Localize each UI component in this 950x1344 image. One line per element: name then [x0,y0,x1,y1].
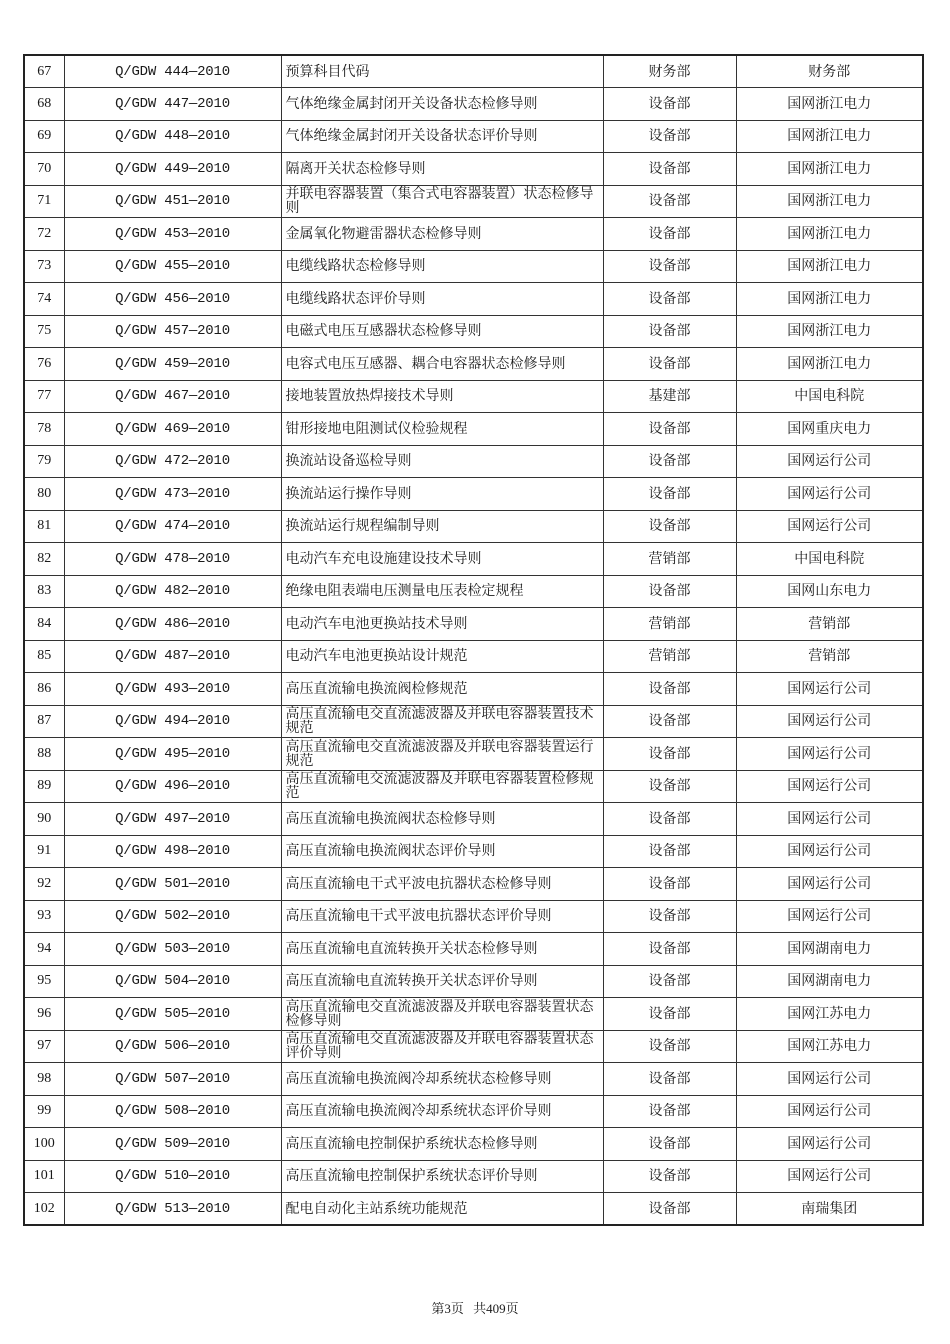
standard-code-cell: Q/GDW 472—2010 [64,445,281,478]
standard-code-cell: Q/GDW 509—2010 [64,1128,281,1161]
responsible-department-cell: 设备部 [603,413,736,446]
responsible-department-cell: 设备部 [603,1095,736,1128]
drafting-unit-cell: 国网运行公司 [736,1095,923,1128]
row-number-cell: 96 [24,998,64,1031]
row-number-cell: 73 [24,250,64,283]
row-number-cell: 67 [24,55,64,88]
standard-code-cell: Q/GDW 504—2010 [64,965,281,998]
drafting-unit-cell: 财务部 [736,55,923,88]
drafting-unit-cell: 国网运行公司 [736,770,923,803]
row-number-cell: 89 [24,770,64,803]
row-number-cell: 102 [24,1193,64,1226]
drafting-unit-cell: 国网运行公司 [736,705,923,738]
standard-name-cell: 高压直流输电换流阀状态评价导则 [281,835,603,868]
responsible-department-cell: 营销部 [603,543,736,576]
drafting-unit-cell: 国网江苏电力 [736,1030,923,1063]
standard-code-cell: Q/GDW 453—2010 [64,218,281,251]
standard-name-cell: 电缆线路状态评价导则 [281,283,603,316]
table-row [24,315,923,348]
responsible-department-cell: 设备部 [603,88,736,121]
table-row [24,933,923,966]
standard-name-cell: 配电自动化主站系统功能规范 [281,1193,603,1226]
standard-code-cell: Q/GDW 513—2010 [64,1193,281,1226]
row-number-cell: 83 [24,575,64,608]
standard-code-cell: Q/GDW 503—2010 [64,933,281,966]
standard-name-cell: 接地装置放热焊接技术导则 [281,380,603,413]
drafting-unit-cell: 国网运行公司 [736,738,923,771]
standard-name-cell: 高压直流输电换流阀冷却系统状态评价导则 [281,1095,603,1128]
responsible-department-cell: 设备部 [603,868,736,901]
table-row [24,705,923,738]
table-row [24,738,923,771]
standard-name-cell: 高压直流输电直流转换开关状态评价导则 [281,965,603,998]
responsible-department-cell: 设备部 [603,1193,736,1226]
drafting-unit-cell: 国网运行公司 [736,803,923,836]
drafting-unit-cell: 国网重庆电力 [736,413,923,446]
table-row [24,348,923,381]
standard-name-cell: 高压直流输电干式平波电抗器状态检修导则 [281,868,603,901]
table-row [24,55,923,88]
standard-code-cell: Q/GDW 469—2010 [64,413,281,446]
table-row [24,998,923,1031]
drafting-unit-cell: 营销部 [736,640,923,673]
standard-name-cell: 高压直流输电交直流滤波器及并联电容器装置状态检修导则 [281,998,603,1031]
row-number-cell: 72 [24,218,64,251]
row-number-cell: 93 [24,900,64,933]
standard-code-cell: Q/GDW 449—2010 [64,153,281,186]
standard-code-cell: Q/GDW 506—2010 [64,1030,281,1063]
drafting-unit-cell: 国网浙江电力 [736,120,923,153]
standard-name-cell: 高压直流输电换流阀冷却系统状态检修导则 [281,1063,603,1096]
table-row [24,965,923,998]
standard-name-cell: 高压直流输电交流滤波器及并联电容器装置检修规范 [281,770,603,803]
drafting-unit-cell: 国网浙江电力 [736,218,923,251]
responsible-department-cell: 设备部 [603,835,736,868]
table-row [24,153,923,186]
standard-code-cell: Q/GDW 467—2010 [64,380,281,413]
page-footer [0,1298,950,1317]
standard-name-cell: 气体绝缘金属封闭开关设备状态评价导则 [281,120,603,153]
drafting-unit-cell: 国网浙江电力 [736,88,923,121]
responsible-department-cell: 设备部 [603,478,736,511]
standard-code-cell: Q/GDW 482—2010 [64,575,281,608]
responsible-department-cell: 设备部 [603,283,736,316]
row-number-cell: 100 [24,1128,64,1161]
responsible-department-cell: 营销部 [603,608,736,641]
standard-name-cell: 并联电容器装置（集合式电容器装置）状态检修导则 [281,185,603,218]
drafting-unit-cell: 国网运行公司 [736,1063,923,1096]
row-number-cell: 99 [24,1095,64,1128]
responsible-department-cell: 设备部 [603,185,736,218]
table-row [24,575,923,608]
standard-name-cell: 高压直流输电换流阀状态检修导则 [281,803,603,836]
standard-name-cell: 绝缘电阻表端电压测量电压表检定规程 [281,575,603,608]
responsible-department-cell: 营销部 [603,640,736,673]
standard-name-cell: 高压直流输电换流阀检修规范 [281,673,603,706]
table-row [24,835,923,868]
responsible-department-cell: 设备部 [603,933,736,966]
responsible-department-cell: 设备部 [603,803,736,836]
standard-name-cell: 高压直流输电交直流滤波器及并联电容器装置状态评价导则 [281,1030,603,1063]
table-row [24,88,923,121]
standard-code-cell: Q/GDW 474—2010 [64,510,281,543]
row-number-cell: 76 [24,348,64,381]
row-number-cell: 70 [24,153,64,186]
responsible-department-cell: 设备部 [603,120,736,153]
table-row [24,868,923,901]
standard-code-cell: Q/GDW 447—2010 [64,88,281,121]
standard-name-cell: 换流站运行规程编制导则 [281,510,603,543]
table-row [24,218,923,251]
row-number-cell: 75 [24,315,64,348]
standard-name-cell: 电缆线路状态检修导则 [281,250,603,283]
table-row [24,803,923,836]
table-row [24,445,923,478]
drafting-unit-cell: 国网浙江电力 [736,153,923,186]
drafting-unit-cell: 中国电科院 [736,380,923,413]
standard-name-cell: 预算科目代码 [281,55,603,88]
row-number-cell: 90 [24,803,64,836]
standard-code-cell: Q/GDW 495—2010 [64,738,281,771]
table-row [24,640,923,673]
standard-code-cell: Q/GDW 444—2010 [64,55,281,88]
standard-name-cell: 金属氧化物避雷器状态检修导则 [281,218,603,251]
drafting-unit-cell: 国网湖南电力 [736,965,923,998]
standard-name-cell: 钳形接地电阻测试仪检验规程 [281,413,603,446]
row-number-cell: 91 [24,835,64,868]
standard-name-cell: 高压直流输电交直流滤波器及并联电容器装置技术规范 [281,705,603,738]
standard-code-cell: Q/GDW 494—2010 [64,705,281,738]
standard-name-cell: 电磁式电压互感器状态检修导则 [281,315,603,348]
responsible-department-cell: 设备部 [603,673,736,706]
standard-name-cell: 电动汽车电池更换站技术导则 [281,608,603,641]
standard-name-cell: 隔离开关状态检修导则 [281,153,603,186]
responsible-department-cell: 设备部 [603,1128,736,1161]
standard-name-cell: 电动汽车充电设施建设技术导则 [281,543,603,576]
standard-code-cell: Q/GDW 457—2010 [64,315,281,348]
table-row [24,1063,923,1096]
drafting-unit-cell: 国网运行公司 [736,835,923,868]
standard-name-cell: 高压直流输电干式平波电抗器状态评价导则 [281,900,603,933]
standard-code-cell: Q/GDW 501—2010 [64,868,281,901]
page-total: 共409页 [473,1301,519,1316]
drafting-unit-cell: 国网运行公司 [736,868,923,901]
drafting-unit-cell: 国网运行公司 [736,478,923,511]
drafting-unit-cell: 国网浙江电力 [736,315,923,348]
responsible-department-cell: 设备部 [603,510,736,543]
standard-code-cell: Q/GDW 486—2010 [64,608,281,641]
drafting-unit-cell: 国网浙江电力 [736,250,923,283]
standard-code-cell: Q/GDW 451—2010 [64,185,281,218]
row-number-cell: 77 [24,380,64,413]
row-number-cell: 80 [24,478,64,511]
table-row [24,380,923,413]
drafting-unit-cell: 营销部 [736,608,923,641]
page-number: 第3页 [431,1301,464,1316]
standard-code-cell: Q/GDW 508—2010 [64,1095,281,1128]
standard-code-cell: Q/GDW 456—2010 [64,283,281,316]
drafting-unit-cell: 南瑞集团 [736,1193,923,1226]
standard-code-cell: Q/GDW 493—2010 [64,673,281,706]
row-number-cell: 92 [24,868,64,901]
responsible-department-cell: 设备部 [603,900,736,933]
standard-code-cell: Q/GDW 455—2010 [64,250,281,283]
responsible-department-cell: 设备部 [603,738,736,771]
standard-name-cell: 高压直流输电交直流滤波器及并联电容器装置运行规范 [281,738,603,771]
standard-code-cell: Q/GDW 497—2010 [64,803,281,836]
drafting-unit-cell: 国网浙江电力 [736,185,923,218]
responsible-department-cell: 设备部 [603,445,736,478]
responsible-department-cell: 设备部 [603,770,736,803]
standard-name-cell: 气体绝缘金属封闭开关设备状态检修导则 [281,88,603,121]
table-row [24,770,923,803]
table-row [24,1193,923,1226]
row-number-cell: 88 [24,738,64,771]
responsible-department-cell: 设备部 [603,1063,736,1096]
row-number-cell: 69 [24,120,64,153]
row-number-cell: 82 [24,543,64,576]
drafting-unit-cell: 国网运行公司 [736,510,923,543]
row-number-cell: 86 [24,673,64,706]
row-number-cell: 81 [24,510,64,543]
row-number-cell: 74 [24,283,64,316]
drafting-unit-cell: 国网运行公司 [736,1160,923,1193]
responsible-department-cell: 设备部 [603,1160,736,1193]
standard-code-cell: Q/GDW 505—2010 [64,998,281,1031]
standard-code-cell: Q/GDW 498—2010 [64,835,281,868]
row-number-cell: 84 [24,608,64,641]
table-row [24,608,923,641]
standard-code-cell: Q/GDW 502—2010 [64,900,281,933]
standard-code-cell: Q/GDW 478—2010 [64,543,281,576]
responsible-department-cell: 设备部 [603,348,736,381]
drafting-unit-cell: 国网山东电力 [736,575,923,608]
table-row [24,283,923,316]
drafting-unit-cell: 国网运行公司 [736,445,923,478]
standard-name-cell: 高压直流输电控制保护系统状态评价导则 [281,1160,603,1193]
responsible-department-cell: 财务部 [603,55,736,88]
table-row [24,185,923,218]
standard-code-cell: Q/GDW 496—2010 [64,770,281,803]
row-number-cell: 95 [24,965,64,998]
standard-name-cell: 高压直流输电控制保护系统状态检修导则 [281,1128,603,1161]
table-row [24,1030,923,1063]
drafting-unit-cell: 国网浙江电力 [736,348,923,381]
drafting-unit-cell: 国网湖南电力 [736,933,923,966]
responsible-department-cell: 设备部 [603,705,736,738]
standard-code-cell: Q/GDW 459—2010 [64,348,281,381]
responsible-department-cell: 设备部 [603,315,736,348]
responsible-department-cell: 设备部 [603,153,736,186]
responsible-department-cell: 设备部 [603,965,736,998]
row-number-cell: 98 [24,1063,64,1096]
row-number-cell: 87 [24,705,64,738]
table-row [24,250,923,283]
responsible-department-cell: 设备部 [603,998,736,1031]
row-number-cell: 101 [24,1160,64,1193]
table-row [24,900,923,933]
standard-name-cell: 电容式电压互感器、耦合电容器状态检修导则 [281,348,603,381]
row-number-cell: 94 [24,933,64,966]
row-number-cell: 71 [24,185,64,218]
standards-table-body [24,55,923,1225]
table-row [24,1160,923,1193]
drafting-unit-cell: 国网运行公司 [736,900,923,933]
table-row [24,413,923,446]
row-number-cell: 78 [24,413,64,446]
responsible-department-cell: 设备部 [603,250,736,283]
standards-table [23,54,924,1226]
drafting-unit-cell: 国网运行公司 [736,673,923,706]
standard-name-cell: 换流站设备巡检导则 [281,445,603,478]
responsible-department-cell: 设备部 [603,575,736,608]
standard-code-cell: Q/GDW 448—2010 [64,120,281,153]
row-number-cell: 85 [24,640,64,673]
standard-code-cell: Q/GDW 507—2010 [64,1063,281,1096]
table-row [24,478,923,511]
row-number-cell: 79 [24,445,64,478]
table-row [24,120,923,153]
row-number-cell: 68 [24,88,64,121]
responsible-department-cell: 设备部 [603,218,736,251]
drafting-unit-cell: 国网江苏电力 [736,998,923,1031]
responsible-department-cell: 设备部 [603,1030,736,1063]
table-row [24,673,923,706]
responsible-department-cell: 基建部 [603,380,736,413]
table-row [24,1095,923,1128]
standard-code-cell: Q/GDW 473—2010 [64,478,281,511]
drafting-unit-cell: 中国电科院 [736,543,923,576]
standard-name-cell: 高压直流输电直流转换开关状态检修导则 [281,933,603,966]
row-number-cell: 97 [24,1030,64,1063]
standard-code-cell: Q/GDW 487—2010 [64,640,281,673]
standard-code-cell: Q/GDW 510—2010 [64,1160,281,1193]
standard-name-cell: 换流站运行操作导则 [281,478,603,511]
drafting-unit-cell: 国网运行公司 [736,1128,923,1161]
standard-name-cell: 电动汽车电池更换站设计规范 [281,640,603,673]
table-row [24,1128,923,1161]
drafting-unit-cell: 国网浙江电力 [736,283,923,316]
table-row [24,510,923,543]
table-row [24,543,923,576]
